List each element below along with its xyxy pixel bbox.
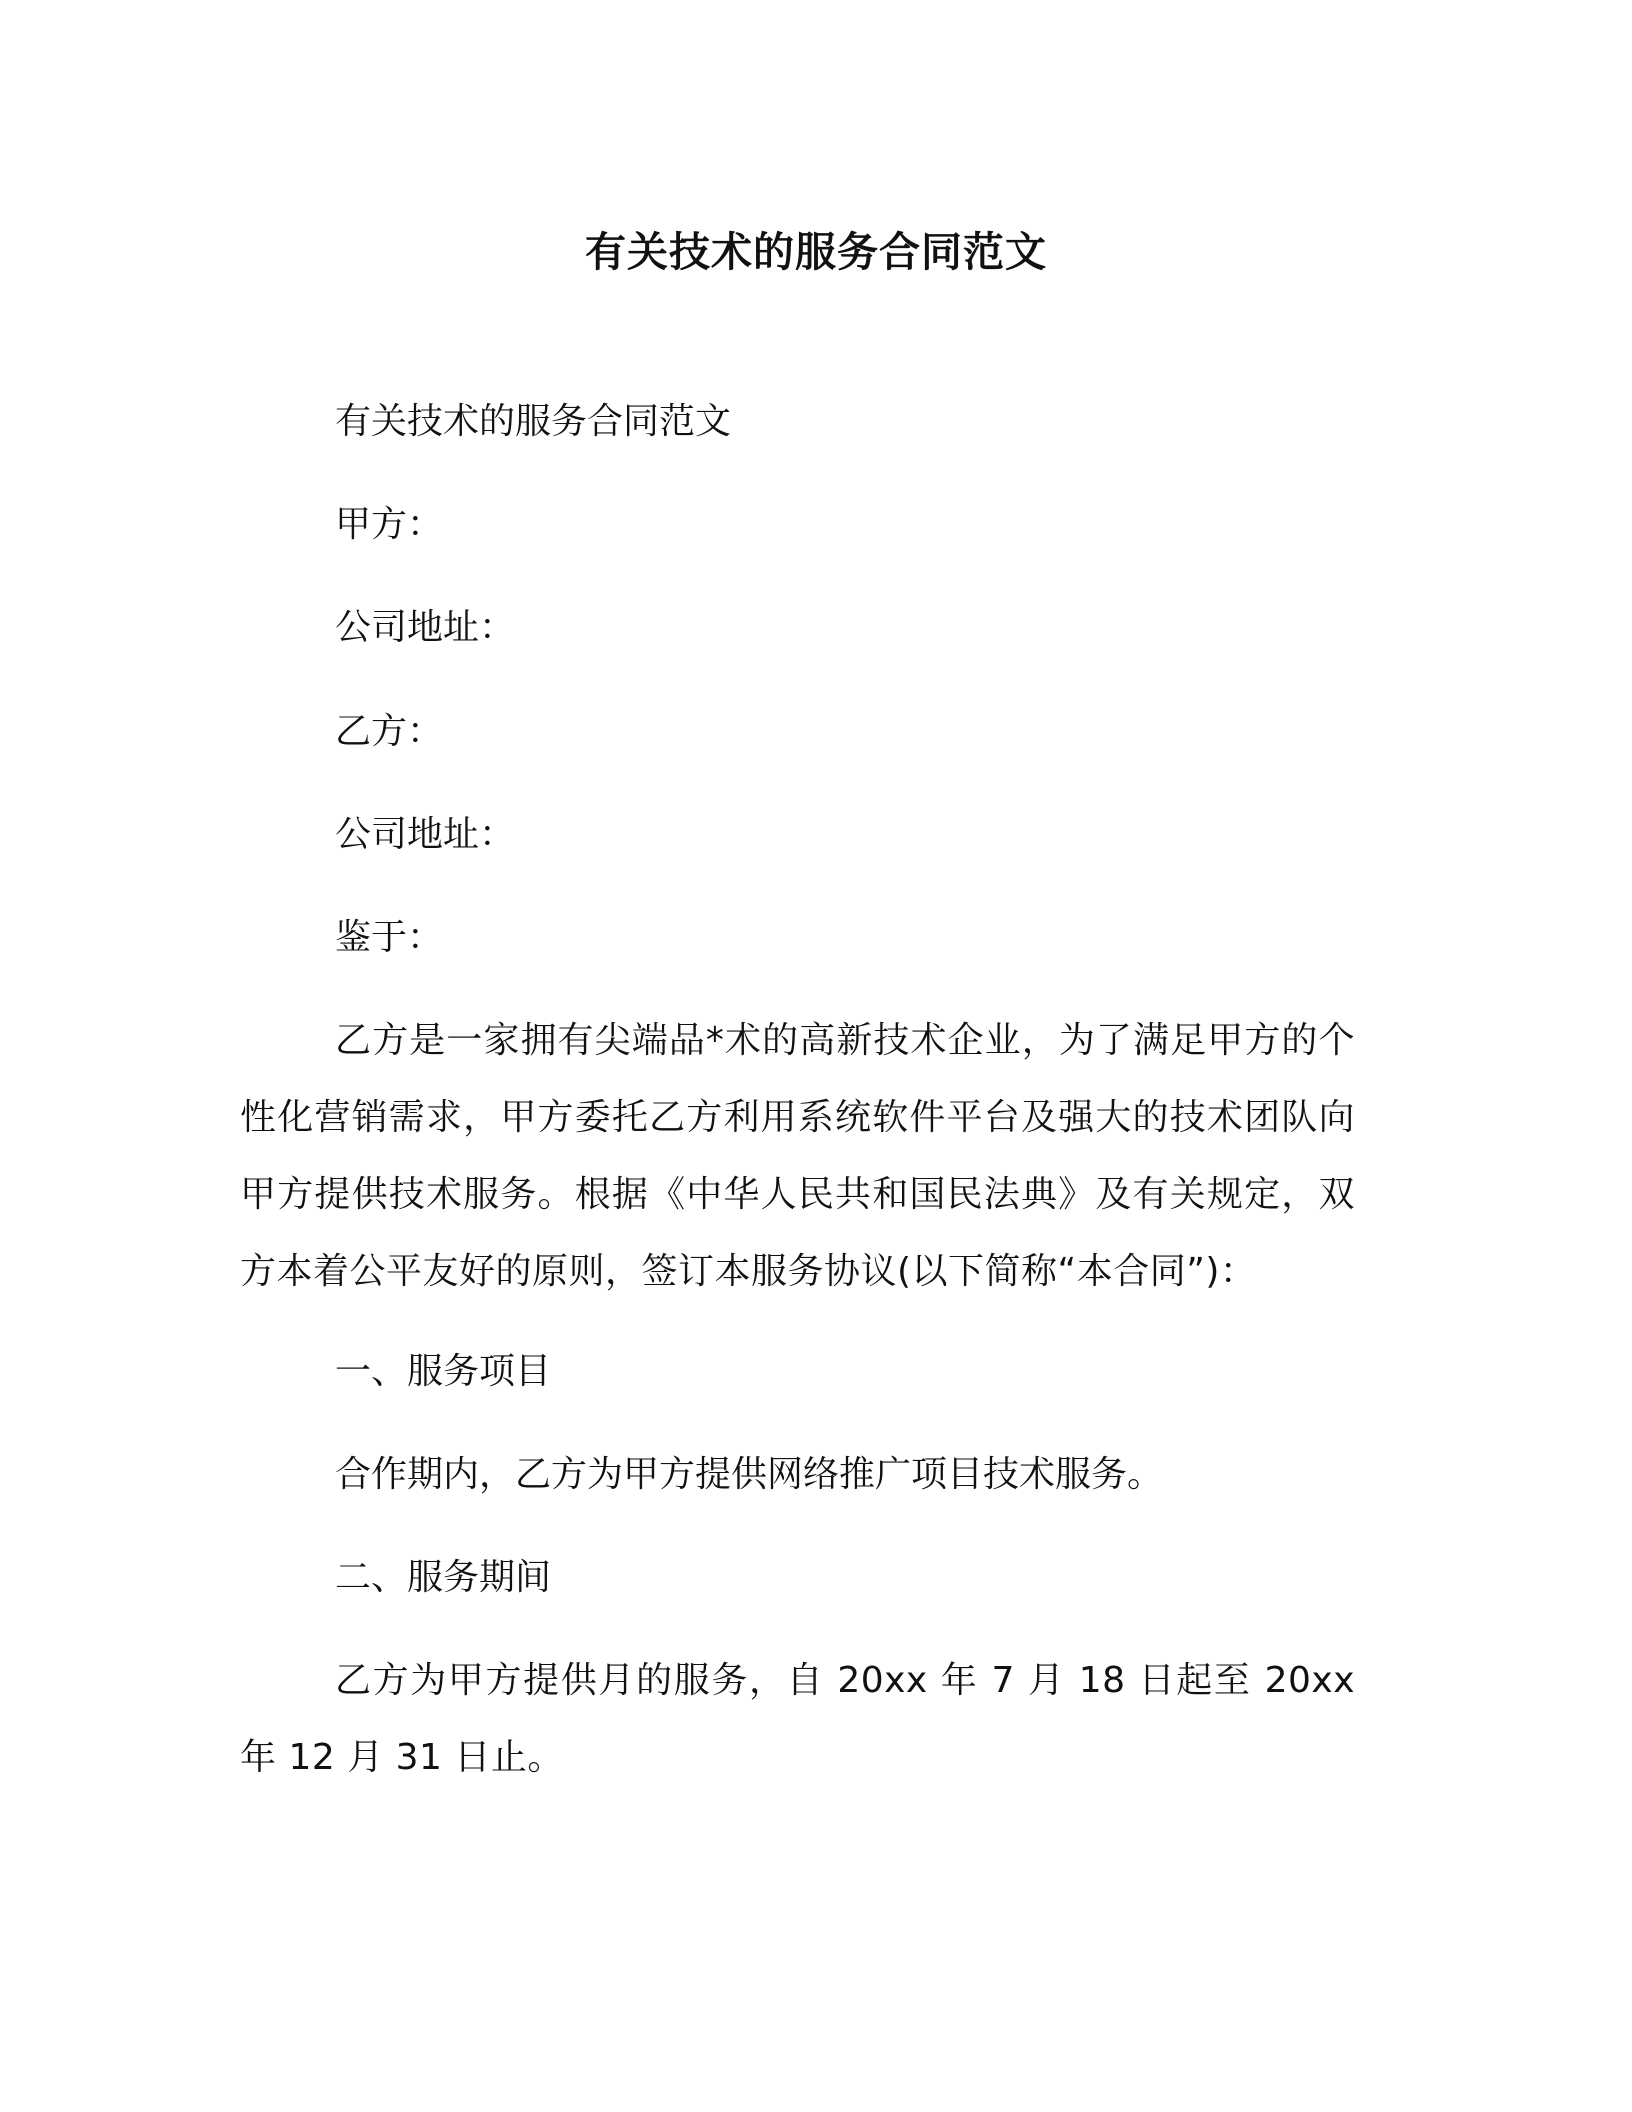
subtitle-line: 有关技术的服务合同范文 bbox=[335, 401, 732, 442]
section-1-heading: 一、服务项目 bbox=[335, 1351, 552, 1392]
intro-paragraph: 乙方是一家拥有尖端品*术的高新技术企业，为了满足甲方的个性化营销需求，甲方委托乙方利用系统软件平台及强大的技术团队向甲方提供技术服务。根据《中华人民共和国民法典》及有关规定，双方本着公平友好的原则，签订本服务协议(以下简称“本合同”)： bbox=[240, 1020, 1355, 1292]
document-title: 有关技术的服务合同范文 bbox=[585, 228, 1047, 276]
party-b-label: 乙方： bbox=[335, 711, 444, 752]
section-1-text: 合作期内，乙方为甲方提供网络推广项目技术服务。 bbox=[335, 1454, 1164, 1495]
section-2-text: 乙方为甲方提供月的服务，自 20xx 年 7 月 18 日起至 20xx 年 12 月 31 日止。 bbox=[240, 1660, 1355, 1778]
party-a-label: 甲方： bbox=[335, 504, 444, 545]
party-b-address-label: 公司地址： bbox=[335, 814, 516, 855]
section-2-heading: 二、服务期间 bbox=[335, 1557, 552, 1598]
whereas-label: 鉴于： bbox=[335, 917, 444, 958]
party-a-address-label: 公司地址： bbox=[335, 607, 516, 648]
